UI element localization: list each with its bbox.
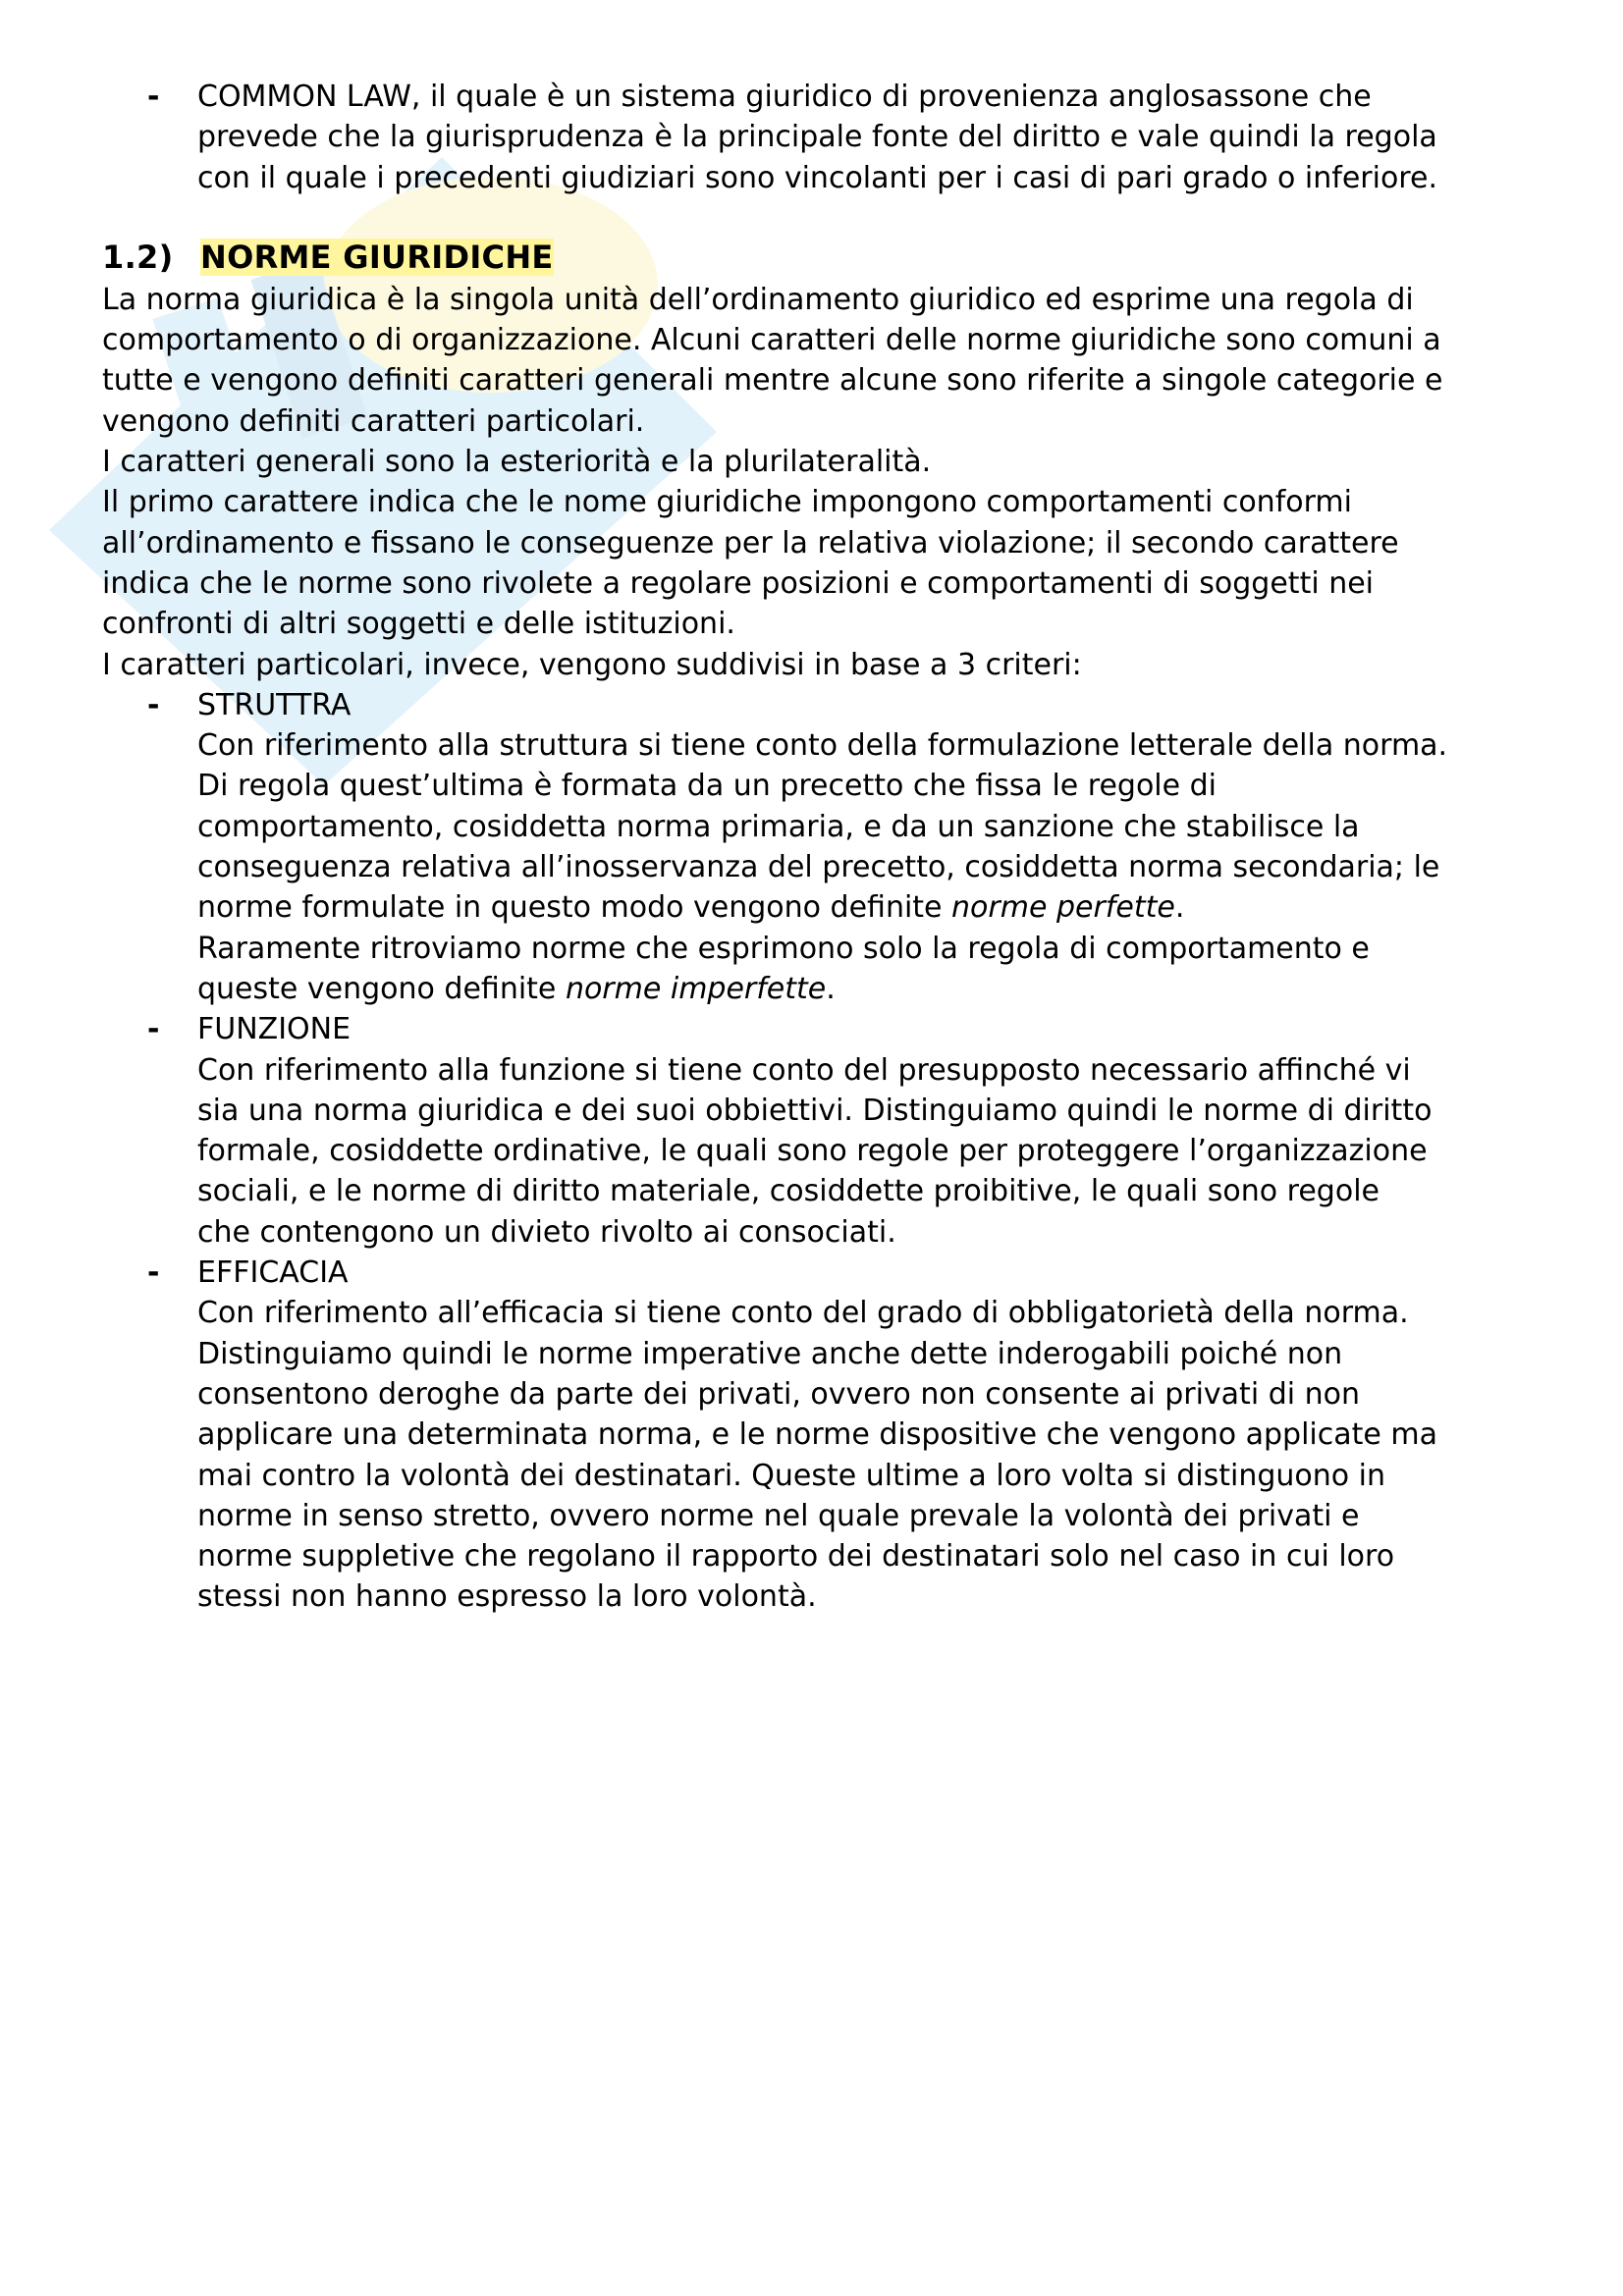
text-line: applicare una determinata norma, e le norme dispositive che vengono applicate ma <box>197 1417 1437 1453</box>
list-dash: - <box>147 80 160 114</box>
text-line: stessi non hanno espresso la loro volontà. <box>197 1579 817 1615</box>
text-fragment: norme formulate in questo modo vengono definite <box>197 890 952 926</box>
italic-term: norme imperfette <box>565 971 827 1006</box>
criterion-title: STRUTTRA <box>197 687 352 722</box>
document-page <box>102 77 1496 1618</box>
criterion-title: EFFICACIA <box>197 1255 349 1291</box>
text-line: vengono definiti caratteri particolari. <box>102 403 645 439</box>
paragraph: I caratteri generali sono la esteriorità e la plurilateralità. <box>102 445 932 480</box>
section-heading <box>102 235 1496 280</box>
text-line: sociali, e le norme di diritto materiale, cosiddette proibitive, le quali sono regole <box>197 1174 1380 1209</box>
text-line: che contengono un divieto rivolto ai consociati. <box>197 1214 896 1250</box>
text-line: prevede che la giurisprudenza è la principale fonte del diritto e vale quindi la regola <box>197 120 1437 155</box>
list-dash: - <box>147 1012 160 1047</box>
text-line: con il quale i precedenti giudiziari sono vincolanti per i casi di pari grado o inferiore. <box>197 160 1437 195</box>
text-line: all’ordinamento e fissano le conseguenze per la relativa violazione; il secondo carattere <box>102 525 1399 561</box>
paragraph <box>102 482 1496 644</box>
paragraph <box>102 280 1496 442</box>
text-line <box>197 969 1496 1009</box>
list-dash: - <box>147 1255 160 1291</box>
text-line: conseguenza relativa all’inosservanza del precetto, cosiddetta norma secondaria; le <box>197 850 1440 885</box>
section-number: 1.2) <box>102 238 174 276</box>
criterion-efficacia <box>102 1253 1496 1618</box>
text-fragment: queste vengono definite <box>197 971 566 1006</box>
text-line: Con riferimento alla funzione si tiene conto del presupposto necessario affinché vi <box>197 1052 1411 1088</box>
text-line: consentono deroghe da parte dei privati, ovvero non consente ai privati di non <box>197 1376 1360 1412</box>
italic-term: norme perfette <box>951 890 1175 926</box>
criterion-title: FUNZIONE <box>197 1012 352 1047</box>
text-line: formale, cosiddette ordinative, le quali sono regole per proteggere l’organizzazione <box>197 1134 1428 1169</box>
text-line: indica che le norme sono rivolete a regolare posizioni e comportamenti di soggetti nei <box>102 565 1375 601</box>
text-fragment: . <box>826 971 836 1006</box>
text-line: norme suppletive che regolano il rapporto dei destinatari solo nel caso in cui loro <box>197 1539 1395 1575</box>
text-line: Il primo carattere indica che le nome giuridiche impongono comportamenti conformi <box>102 485 1352 520</box>
list-dash: - <box>147 687 160 722</box>
text-line: comportamento, cosiddetta norma primaria, e da un sanzione che stabilisce la <box>197 809 1360 844</box>
criterion-struttura <box>102 685 1496 1009</box>
text-line: Raramente ritroviamo norme che esprimono solo la regola di comportamento e <box>197 931 1370 966</box>
text-line: Con riferimento alla struttura si tiene conto della formulazione letterale della norma. <box>197 728 1448 764</box>
text-line: confronti di altri soggetti e delle istituzioni. <box>102 607 735 642</box>
text-line: sia una norma giuridica e dei suoi obbiettivi. Distinguiamo quindi le norme di diritto <box>197 1093 1433 1128</box>
text-line: norme in senso stretto, ovvero norme nel quale prevale la volontà dei privati e <box>197 1498 1360 1533</box>
text-line <box>197 887 1496 928</box>
text-line: Con riferimento all’efficacia si tiene conto del grado di obbligatorietà della norma. <box>197 1296 1409 1331</box>
text-line: La norma giuridica è la singola unità dell’ordinamento giuridico ed esprime una regola di <box>102 282 1414 317</box>
paragraph: I caratteri particolari, invece, vengono suddivisi in base a 3 criteri: <box>102 647 1082 682</box>
text-line: comportamento o di organizzazione. Alcuni caratteri delle norme giuridiche sono comuni a <box>102 323 1441 358</box>
text-line: Distinguiamo quindi le norme imperative anche dette inderogabili poiché non <box>197 1336 1343 1371</box>
intro-list-item <box>102 77 1496 198</box>
text-line: Di regola quest’ultima è formata da un precetto che fissa le regole di <box>197 769 1217 804</box>
criterion-funzione <box>102 1009 1496 1253</box>
section-title: NORME GIURIDICHE <box>200 238 554 276</box>
text-line: tutte e vengono definiti caratteri generali mentre alcune sono riferite a singole categorie e <box>102 363 1443 399</box>
text-line: mai contro la volontà dei destinatari. Queste ultime a loro volta si distinguono in <box>197 1458 1386 1493</box>
text-fragment: . <box>1174 890 1185 926</box>
text-line: COMMON LAW, il quale è un sistema giuridico di provenienza anglosassone che <box>197 80 1372 114</box>
